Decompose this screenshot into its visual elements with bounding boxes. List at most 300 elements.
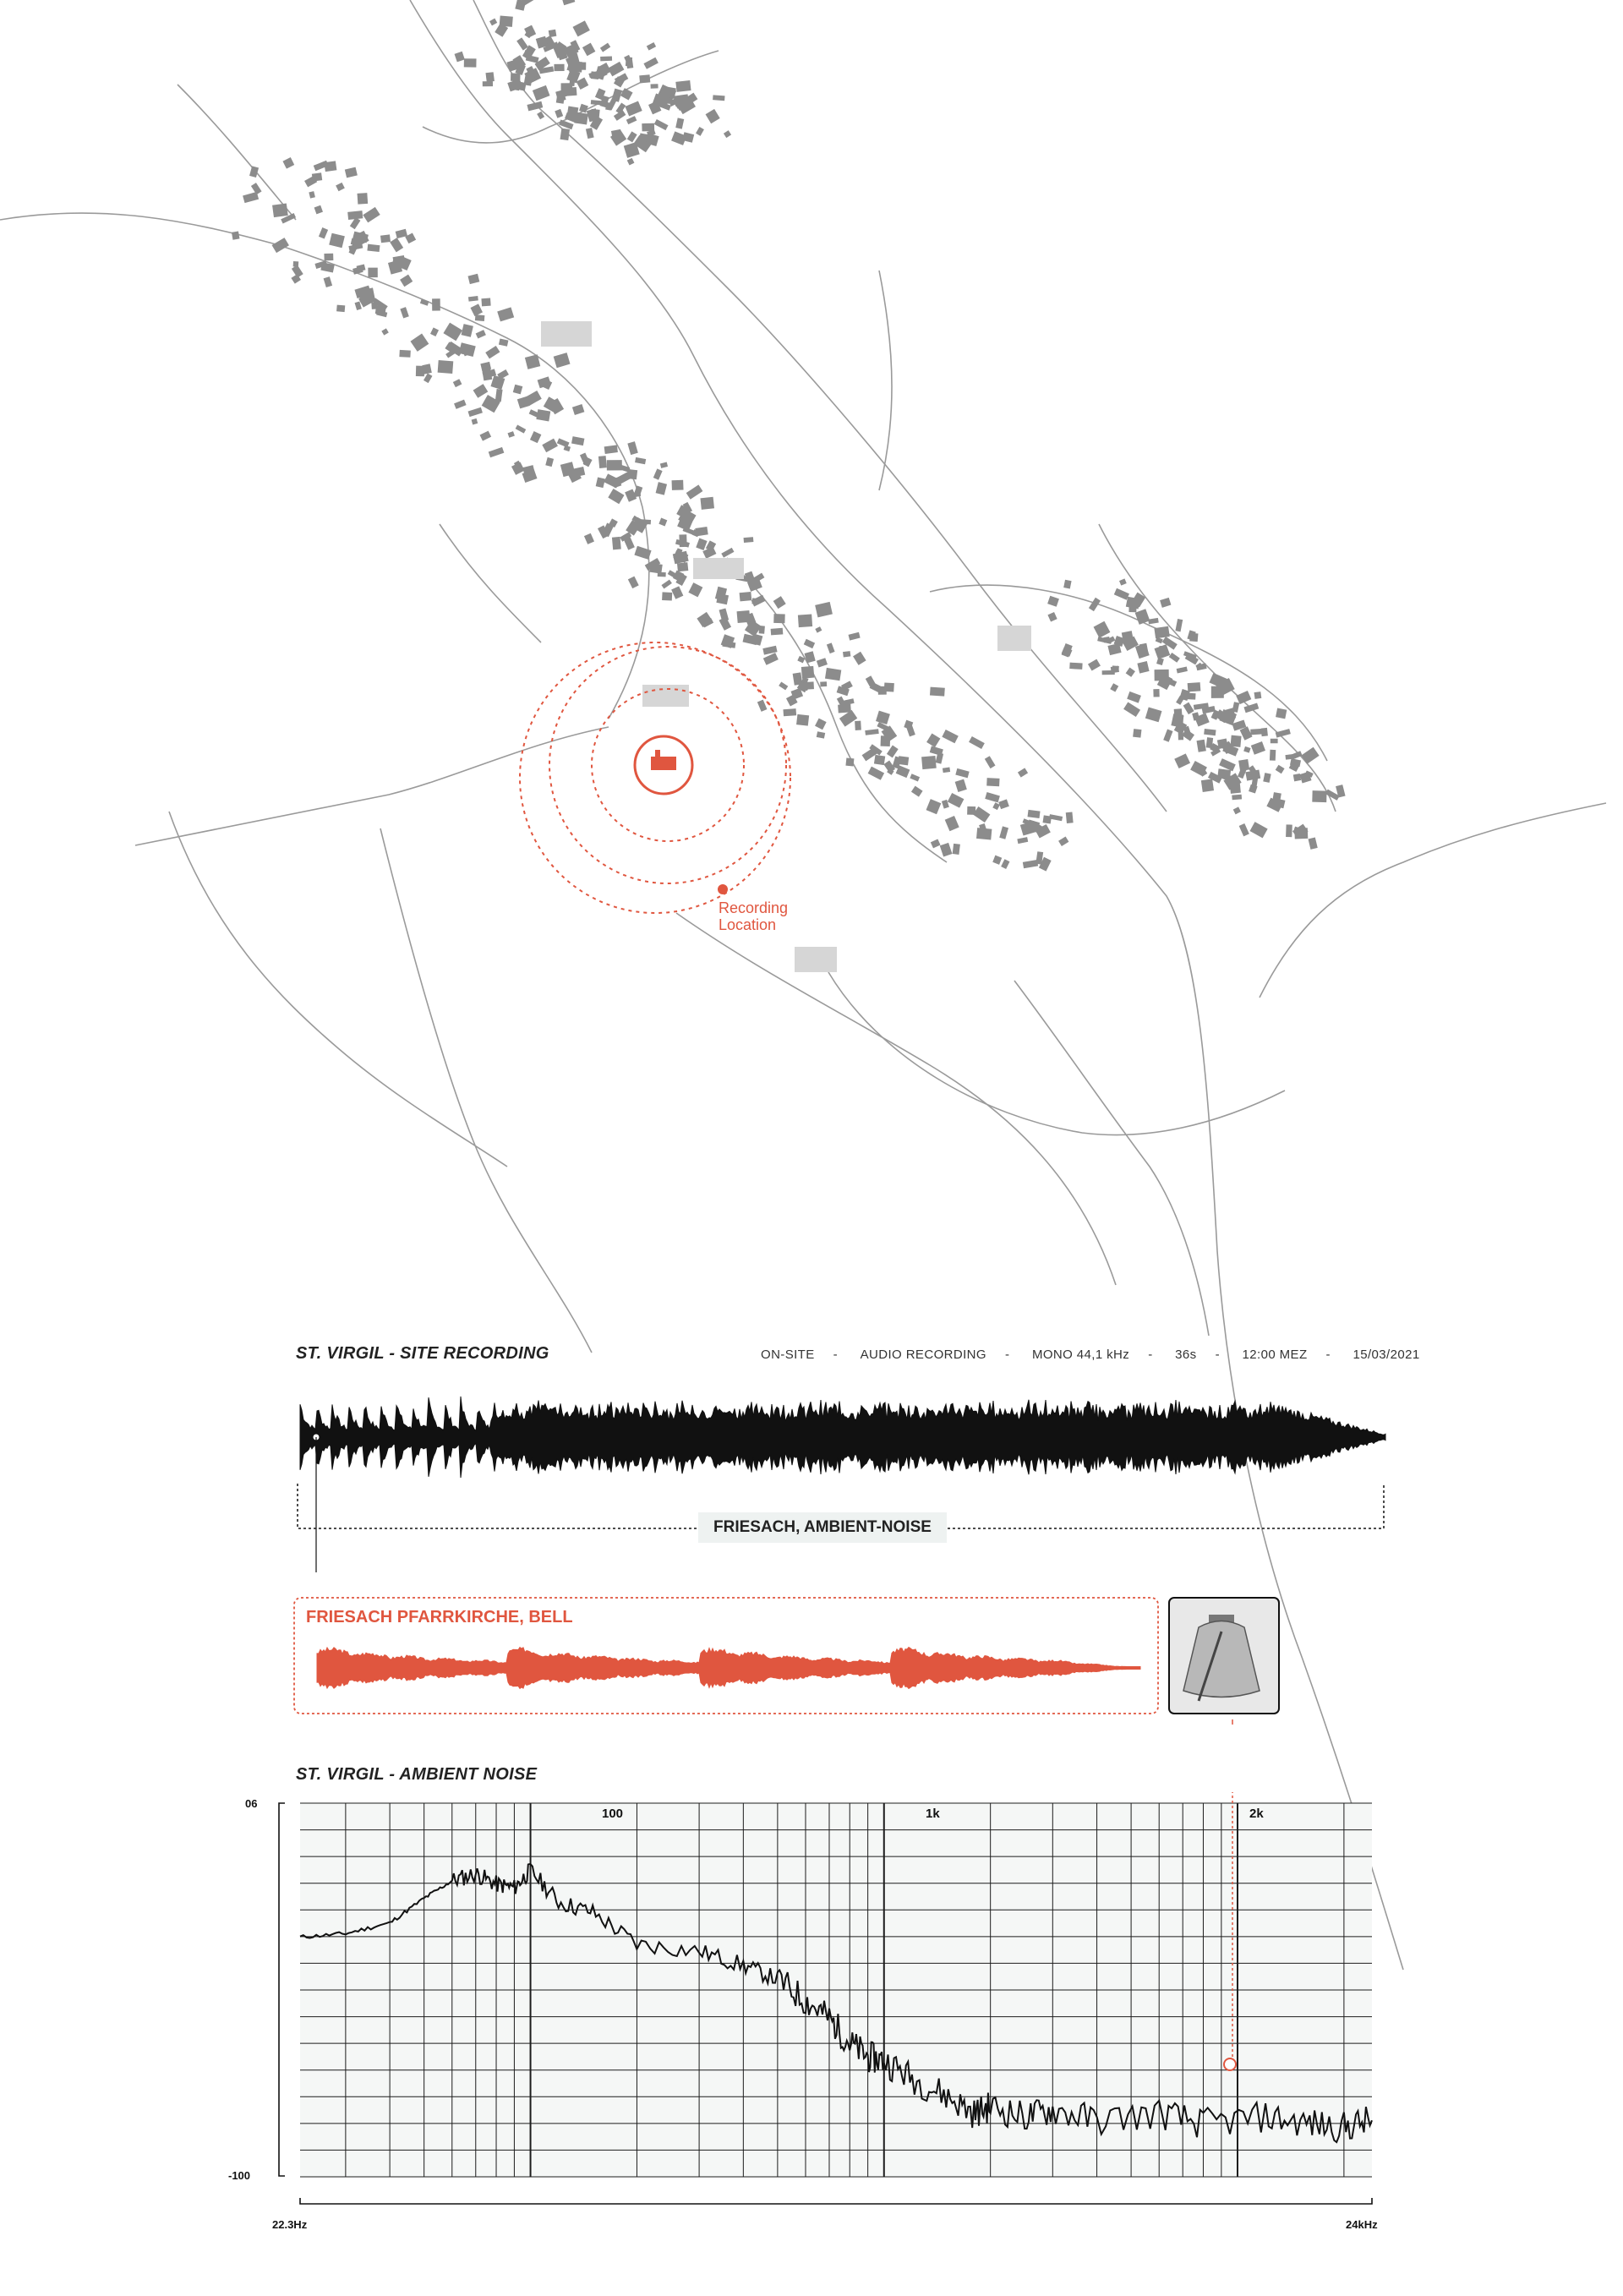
map-building xyxy=(1122,631,1134,643)
map-building xyxy=(481,298,490,307)
map-building xyxy=(468,274,480,284)
map-building xyxy=(533,85,550,101)
map-building xyxy=(1301,747,1319,764)
site-waveform xyxy=(300,1397,1385,1478)
map-building xyxy=(345,167,358,178)
tick-label-2k: 2k xyxy=(1249,1807,1264,1821)
map-building xyxy=(751,598,759,604)
y-top-label: 06 xyxy=(245,1797,258,1810)
map-building xyxy=(1250,729,1263,735)
map-building xyxy=(485,72,494,82)
map-building xyxy=(1023,860,1038,868)
map-building xyxy=(1204,729,1216,735)
map-building xyxy=(591,109,600,119)
map-building xyxy=(473,384,489,398)
map-road xyxy=(1099,524,1336,812)
map-building xyxy=(887,746,899,758)
map-building xyxy=(272,203,288,217)
map-road xyxy=(380,828,592,1353)
map-building xyxy=(675,118,684,128)
map-building xyxy=(1047,612,1057,622)
map-building xyxy=(625,489,637,501)
map-building xyxy=(1276,708,1287,719)
map-building xyxy=(910,774,920,781)
map-building xyxy=(796,714,809,726)
map-building xyxy=(555,109,563,118)
map-building xyxy=(798,615,812,628)
map-building xyxy=(779,681,788,690)
recording-radius xyxy=(520,642,790,913)
map-building xyxy=(454,400,467,409)
map-building xyxy=(571,436,584,446)
tick-label-100: 100 xyxy=(602,1807,624,1821)
map-building xyxy=(627,441,637,455)
map-building xyxy=(1197,740,1206,752)
map-building xyxy=(1236,691,1251,704)
map-building xyxy=(849,632,861,641)
map-building xyxy=(596,477,605,488)
map-building xyxy=(1188,682,1201,692)
map-building xyxy=(572,404,585,415)
map-building xyxy=(948,793,965,808)
map-building xyxy=(1094,621,1111,638)
map-building xyxy=(926,733,940,747)
map-building xyxy=(584,533,594,544)
map-building xyxy=(1270,750,1276,761)
map-building xyxy=(282,157,294,169)
map-building xyxy=(554,353,571,368)
map-building xyxy=(545,457,554,467)
map-building xyxy=(1123,702,1140,717)
map-building xyxy=(820,681,827,686)
map-building xyxy=(757,700,768,712)
map-building xyxy=(876,711,890,724)
recording-label xyxy=(719,899,788,933)
map-building xyxy=(508,431,515,438)
map-building xyxy=(309,191,315,199)
map-building xyxy=(658,518,667,527)
map-building xyxy=(740,592,752,601)
recording-label-line1: Recording xyxy=(719,899,789,916)
meta-duration: 36s xyxy=(1175,1348,1197,1362)
map-road xyxy=(828,972,1285,1135)
map-building xyxy=(628,577,639,588)
map-building xyxy=(1272,792,1281,801)
map-building xyxy=(783,708,796,716)
map-building xyxy=(312,172,322,181)
map-building xyxy=(943,768,950,774)
map-building xyxy=(573,20,590,36)
map-building xyxy=(696,538,707,550)
map-building xyxy=(420,299,429,306)
map-building xyxy=(620,88,633,100)
map-building xyxy=(608,62,624,76)
map-building xyxy=(801,666,814,679)
map-road xyxy=(1260,803,1606,998)
tick-label-1k: 1k xyxy=(926,1807,940,1821)
map-building xyxy=(1271,739,1278,744)
map-building xyxy=(719,616,732,630)
map-building xyxy=(637,519,651,524)
map-building xyxy=(561,0,575,5)
map-building xyxy=(1042,815,1052,823)
map-building xyxy=(424,374,432,384)
map-building xyxy=(1066,812,1074,823)
map-building xyxy=(985,756,996,768)
map-building xyxy=(1263,773,1271,783)
map-building xyxy=(1017,837,1028,844)
map-building xyxy=(324,254,333,261)
map-building xyxy=(843,651,850,657)
map-building xyxy=(400,307,408,318)
site-recording-title: ST. VIRGIL - SITE RECORDING xyxy=(296,1344,549,1363)
map-building xyxy=(476,330,486,338)
map-building xyxy=(671,586,683,599)
map-building xyxy=(480,431,492,441)
map-building xyxy=(976,828,992,839)
map-building xyxy=(771,628,784,636)
map-building xyxy=(696,127,704,136)
map-building xyxy=(722,641,735,648)
meta-audio: AUDIO RECORDING xyxy=(860,1348,986,1362)
map-building xyxy=(453,379,462,387)
map-building xyxy=(483,81,493,86)
map-building xyxy=(608,489,624,504)
map-building xyxy=(817,658,828,667)
map-building xyxy=(1102,670,1115,675)
map-building xyxy=(674,94,689,106)
map-building xyxy=(1160,598,1171,608)
map-building xyxy=(549,30,557,37)
map-building xyxy=(998,799,1009,809)
map-building xyxy=(357,264,366,271)
map-building xyxy=(381,328,389,335)
map-building xyxy=(363,207,380,223)
map-building xyxy=(530,431,541,443)
map-building xyxy=(1047,596,1059,607)
map-building xyxy=(1174,753,1190,768)
map-building xyxy=(635,457,646,464)
map-building xyxy=(569,61,582,72)
recording-location-dot xyxy=(718,884,728,894)
map-building xyxy=(688,582,702,597)
map-building xyxy=(607,460,622,470)
recording-meta: ON-SITE - AUDIO RECORDING - MONO 44,1 kHz - 36s - 12:00 MEZ - 15/03/2021 xyxy=(761,1348,1420,1362)
map-building xyxy=(675,80,691,92)
x-axis-bracket xyxy=(300,2198,1372,2204)
map-road xyxy=(178,85,296,220)
map-building xyxy=(815,626,822,632)
map-building xyxy=(921,756,937,769)
map-building xyxy=(1232,702,1240,713)
map-building xyxy=(475,314,485,321)
radius-outer xyxy=(520,642,790,913)
map-building xyxy=(1254,692,1262,699)
map-building xyxy=(1103,637,1110,643)
map-building xyxy=(1286,824,1292,837)
map-road xyxy=(879,271,892,490)
map-building xyxy=(773,596,786,609)
spectrum-chart xyxy=(0,1792,1623,2232)
map-building xyxy=(249,166,259,178)
map-building xyxy=(1001,859,1009,869)
map-building xyxy=(604,445,618,454)
map-building xyxy=(911,786,923,797)
x-right-label: 24kHz xyxy=(1346,2218,1378,2231)
map-building xyxy=(1114,588,1129,600)
map-building xyxy=(999,826,1008,839)
map-building xyxy=(643,57,658,69)
map-building xyxy=(399,350,410,358)
map-building xyxy=(942,730,958,743)
map-building xyxy=(560,128,571,140)
map-building xyxy=(1250,822,1268,838)
map-building xyxy=(700,497,714,510)
map-building xyxy=(516,37,528,50)
map-building xyxy=(390,238,403,252)
map-building xyxy=(513,385,523,395)
map-building xyxy=(232,232,239,240)
map-building xyxy=(625,101,642,117)
map-building xyxy=(992,856,1002,865)
map-gray-zones xyxy=(541,321,1031,972)
map-building xyxy=(1243,746,1250,753)
map-building xyxy=(1232,795,1242,800)
map-building xyxy=(713,95,724,101)
map-building xyxy=(1159,646,1165,653)
map-buildings xyxy=(232,0,1346,872)
map-building xyxy=(634,485,642,495)
map-building xyxy=(627,131,637,142)
map-building xyxy=(721,548,734,558)
map-building xyxy=(355,302,362,310)
map-building xyxy=(845,757,854,766)
map-building xyxy=(272,238,289,253)
map-building xyxy=(945,816,959,831)
map-building xyxy=(626,60,633,68)
map-building xyxy=(542,439,558,452)
map-road xyxy=(676,913,1116,1285)
map-building xyxy=(1153,689,1159,697)
map-building xyxy=(455,52,465,63)
map-building xyxy=(324,161,336,172)
map-building xyxy=(1276,729,1291,738)
map-building xyxy=(438,360,454,374)
map-building xyxy=(1088,659,1101,671)
map-building xyxy=(1112,665,1119,670)
map-building xyxy=(853,652,866,665)
map-building xyxy=(815,719,827,730)
ambient-noise-label: FRIESACH, AMBIENT-NOISE xyxy=(698,1512,947,1543)
map-building xyxy=(656,482,667,495)
map-building xyxy=(926,799,942,814)
map-building xyxy=(647,42,656,51)
bell-waveform xyxy=(317,1648,1140,1689)
map-building xyxy=(955,768,969,778)
map-building xyxy=(572,467,585,478)
map-building xyxy=(992,802,1000,810)
map-building xyxy=(1230,735,1241,747)
map-building xyxy=(930,687,945,697)
map-building xyxy=(472,418,478,425)
map-building xyxy=(1163,730,1172,742)
map-building xyxy=(1020,821,1037,835)
map-building xyxy=(815,602,833,617)
map-building xyxy=(1058,837,1068,846)
map-building xyxy=(969,736,985,749)
bell-panel xyxy=(0,1572,1623,1725)
map-building xyxy=(1148,618,1159,625)
church-icon xyxy=(651,750,676,770)
map-building xyxy=(329,233,345,249)
map-building xyxy=(1189,633,1198,642)
map-building xyxy=(432,298,440,310)
map-building xyxy=(1261,728,1268,736)
map-building xyxy=(1156,658,1164,665)
map-building xyxy=(817,731,825,738)
map-building xyxy=(594,66,606,80)
map-building xyxy=(1312,790,1326,802)
map-building xyxy=(1145,707,1162,722)
map-road xyxy=(169,812,507,1167)
map-building xyxy=(1178,728,1184,740)
map-building xyxy=(485,346,500,358)
map-building xyxy=(651,84,658,89)
map-building xyxy=(639,74,650,83)
map-building xyxy=(724,130,731,138)
map-building xyxy=(1154,626,1169,639)
map-building xyxy=(314,205,323,215)
meta-format: MONO 44,1 kHz xyxy=(1031,1348,1130,1362)
map-building xyxy=(499,339,509,347)
map-building xyxy=(1201,779,1214,792)
map-building xyxy=(1211,686,1224,698)
map-building xyxy=(874,755,885,765)
map-building xyxy=(868,767,884,780)
map-building xyxy=(336,305,345,312)
map-building xyxy=(380,234,391,243)
map-building xyxy=(1276,765,1285,774)
map-building xyxy=(653,468,663,479)
map-road xyxy=(440,524,541,642)
recording-label-line2: Location xyxy=(719,916,777,933)
map-building xyxy=(706,109,720,123)
map-building xyxy=(865,729,878,735)
map-building xyxy=(1251,741,1265,755)
map-building xyxy=(554,64,564,71)
map-building xyxy=(468,296,478,302)
map-building xyxy=(660,462,668,468)
map-building xyxy=(1183,702,1194,715)
map-building xyxy=(1175,619,1183,631)
map-building xyxy=(672,480,684,490)
map-building xyxy=(686,484,703,499)
map-building xyxy=(931,839,941,848)
map-building xyxy=(430,327,439,336)
map-building xyxy=(627,469,637,479)
map-building xyxy=(367,244,380,252)
map-building xyxy=(468,407,483,417)
map-building xyxy=(1177,667,1188,674)
map-building xyxy=(489,447,505,457)
map-building xyxy=(1119,578,1127,585)
map-building xyxy=(881,735,891,746)
map-building xyxy=(443,323,462,342)
map-building xyxy=(634,546,651,560)
map-building xyxy=(702,546,716,558)
map-building xyxy=(744,537,754,543)
map-building xyxy=(1137,661,1149,674)
map-building xyxy=(1233,806,1241,814)
map-building xyxy=(1107,643,1121,655)
map-building xyxy=(462,324,473,337)
map-building xyxy=(677,562,688,571)
map-building xyxy=(986,778,999,786)
map-building xyxy=(627,158,635,166)
map-building xyxy=(773,614,784,623)
map-building xyxy=(500,16,513,27)
spectrum-title: ST. VIRGIL - AMBIENT NOISE xyxy=(296,1765,538,1784)
map-building xyxy=(470,303,483,316)
map-building xyxy=(336,183,345,191)
map-road xyxy=(135,727,609,845)
map-building xyxy=(615,102,626,113)
bell-peak-marker xyxy=(1224,2058,1236,2070)
map-building xyxy=(600,43,610,52)
map-building xyxy=(511,73,521,81)
map-building xyxy=(319,227,328,239)
map-building xyxy=(586,128,594,139)
map-building xyxy=(371,303,377,309)
map-building xyxy=(855,721,861,730)
map-building xyxy=(516,424,527,433)
map-building xyxy=(600,56,612,61)
map-building xyxy=(410,334,429,352)
map-building xyxy=(1110,683,1118,692)
map-building xyxy=(878,686,887,695)
map-building xyxy=(368,268,377,278)
map-building xyxy=(639,134,648,142)
map-building xyxy=(1069,663,1082,670)
y-bottom-label: -100 xyxy=(228,2169,251,2182)
map-building xyxy=(1239,823,1249,836)
map-building xyxy=(1063,580,1071,589)
map-building xyxy=(598,456,607,468)
bell-title: FRIESACH PFARRKIRCHE, BELL xyxy=(306,1608,573,1626)
y-axis-bracket xyxy=(279,1803,285,2176)
map-building xyxy=(1293,774,1301,781)
map-building xyxy=(662,592,672,600)
map-building xyxy=(489,19,497,26)
map-building xyxy=(626,116,637,124)
map-building xyxy=(827,642,835,653)
map-building xyxy=(251,183,262,194)
map-building xyxy=(1206,737,1213,748)
map-building xyxy=(1169,653,1180,663)
map-building xyxy=(400,275,413,287)
map-building xyxy=(985,792,1000,802)
map-building xyxy=(577,78,589,90)
map-building xyxy=(716,593,729,604)
map-building xyxy=(955,779,967,792)
map-building xyxy=(1222,774,1232,781)
map-building xyxy=(825,668,841,681)
map-building xyxy=(1126,668,1135,677)
map-building xyxy=(1135,643,1150,659)
map-building xyxy=(763,653,779,665)
map-building xyxy=(1133,729,1141,738)
map-building xyxy=(1127,692,1141,703)
